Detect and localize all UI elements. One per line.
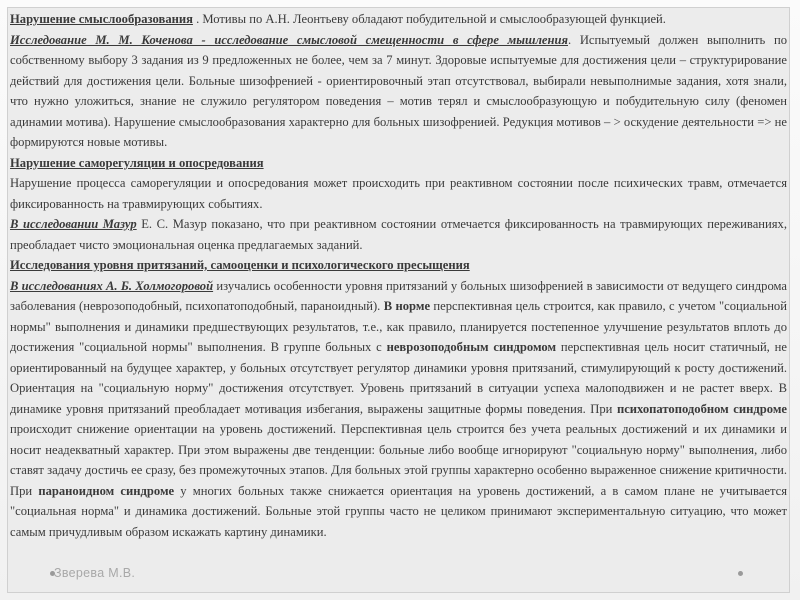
term-norm: В норме — [383, 299, 431, 313]
term-nevrozopodobny: неврозоподобным синдромом — [386, 340, 557, 354]
paragraph-text: происходит снижение ориентации на уровень достижений. Перспективная цель строится без учета реальных достижений и их динамики и носит неадекватный характер. При этом выражены две тенденции: больные либо вообще игнорируют "социальную норму" выполнения, либо ставят задачу достичь ее сразу, без промежуточных этапов. Для больных этой группы характерно особенно выраженное снижение критичности. При — [10, 422, 787, 498]
paragraph-text: Нарушение процесса саморегуляции и опосредования может происходить при реактивном состоянии после психических травм, отмечается фиксированность на травмирующих событиях. — [10, 176, 787, 211]
term-paranoidny: параноидном синдроме — [38, 483, 175, 498]
paragraph-text: . Испытуемый должен выполнить по собственному выбору 3 задания из 9 предложенных не более, чем за 7 минут. Здоровые испытуемые для достижения цели – структурирование действий для достижения цели. Больные шизофренией - ориентировочный этап отсутствовал, выбирали невыполнимые задания, хотя знали, что нужно уложиться, знание не служило регулятором поведения – мотив терял и смыслообразующую и побудительную силу (феномен адинамии мотива). Нарушение смыслообразования характерно для больных шизофренией. Редукция мотивов – > оскудение деятельности => не формируются новые мотивы. — [10, 32, 787, 149]
heading-mazur-study: В исследовании Мазур — [10, 217, 137, 231]
paragraph-text: . Мотивы по А.Н. Леонтьеву обладают побудительной и смыслообразующей функцией. — [192, 12, 666, 26]
paragraph-mazur — [10, 214, 787, 255]
paragraph-kholmogorova — [10, 276, 787, 543]
paragraph-samoregulyatsiya — [10, 173, 787, 214]
heading-pritiazaniya: Исследования уровня притязаний, самооценки и психологического пресыщения — [10, 258, 470, 272]
heading-kholmogorova-study: В исследованиях А. Б. Холмогоровой — [10, 278, 214, 293]
heading-kochenov-study: Исследование М. М. Коченова - исследование смысловой смещенности в сфере мышления — [10, 32, 568, 47]
paragraph-text: Е. С. Мазур показано, что при реактивном состоянии отмечается фиксированность на травмирующих переживаниях, преобладает чисто эмоциональная оценка предлагаемых заданий. — [10, 217, 787, 252]
paragraph-pritiazaniya-heading — [10, 255, 787, 276]
paragraph-text: у многих больных также снижается ориентация на уровень достижений, а в самом плане не учитывается "социальная норма" и динамика достижений. Больные этой группы часто не целиком принимают экспериментальную ситуацию, что может самым причудливым образом искажать картину динамики. — [10, 483, 787, 539]
term-psikhopatopodobny: психопатоподобном синдроме — [616, 401, 787, 416]
document-body — [7, 7, 790, 593]
paragraph-text: изучались особенности уровня притязаний у больных шизофренией в зависимости от ведущего синдрома заболевания (неврозоподобный, психопатоподобный, параноидный). — [10, 278, 787, 313]
heading-samoregulyatsiya: Нарушение саморегуляции и опосредования — [10, 155, 264, 170]
heading-smysloobrazovanie: Нарушение смыслообразования — [10, 12, 193, 26]
paragraph-samoregulyatsiya-heading — [10, 153, 787, 174]
paragraph-smysloobrazovanie — [10, 9, 787, 30]
paragraph-text: перспективная цель носит статичный, не ориентированный на будущее характер, у больных отсутствует регулятор динамики уровня притязаний, стимулирующий к росту достижений. Ориентация на "социальную норму" достижения отсутствует. Уровень притязаний в ситуации успеха малоподвижен и не растет вверх. В динамике уровня притязаний преобладает мотивация избегания, выражены защитные формы поведения. При — [10, 340, 787, 416]
paragraph-kochenov — [10, 30, 787, 153]
footer-author: Зверева М.В. — [54, 566, 136, 580]
footer-bullet-right — [738, 571, 743, 576]
paragraph-text: перспективная цель строится, как правило, с учетом "социальной нормы" выполнения и динамики предшествующих результатов, т.е., как правило, планируется постепенное улучшение результатов вплоть до достижения "социальной нормы" выполнения. В группе больных с — [10, 299, 787, 354]
